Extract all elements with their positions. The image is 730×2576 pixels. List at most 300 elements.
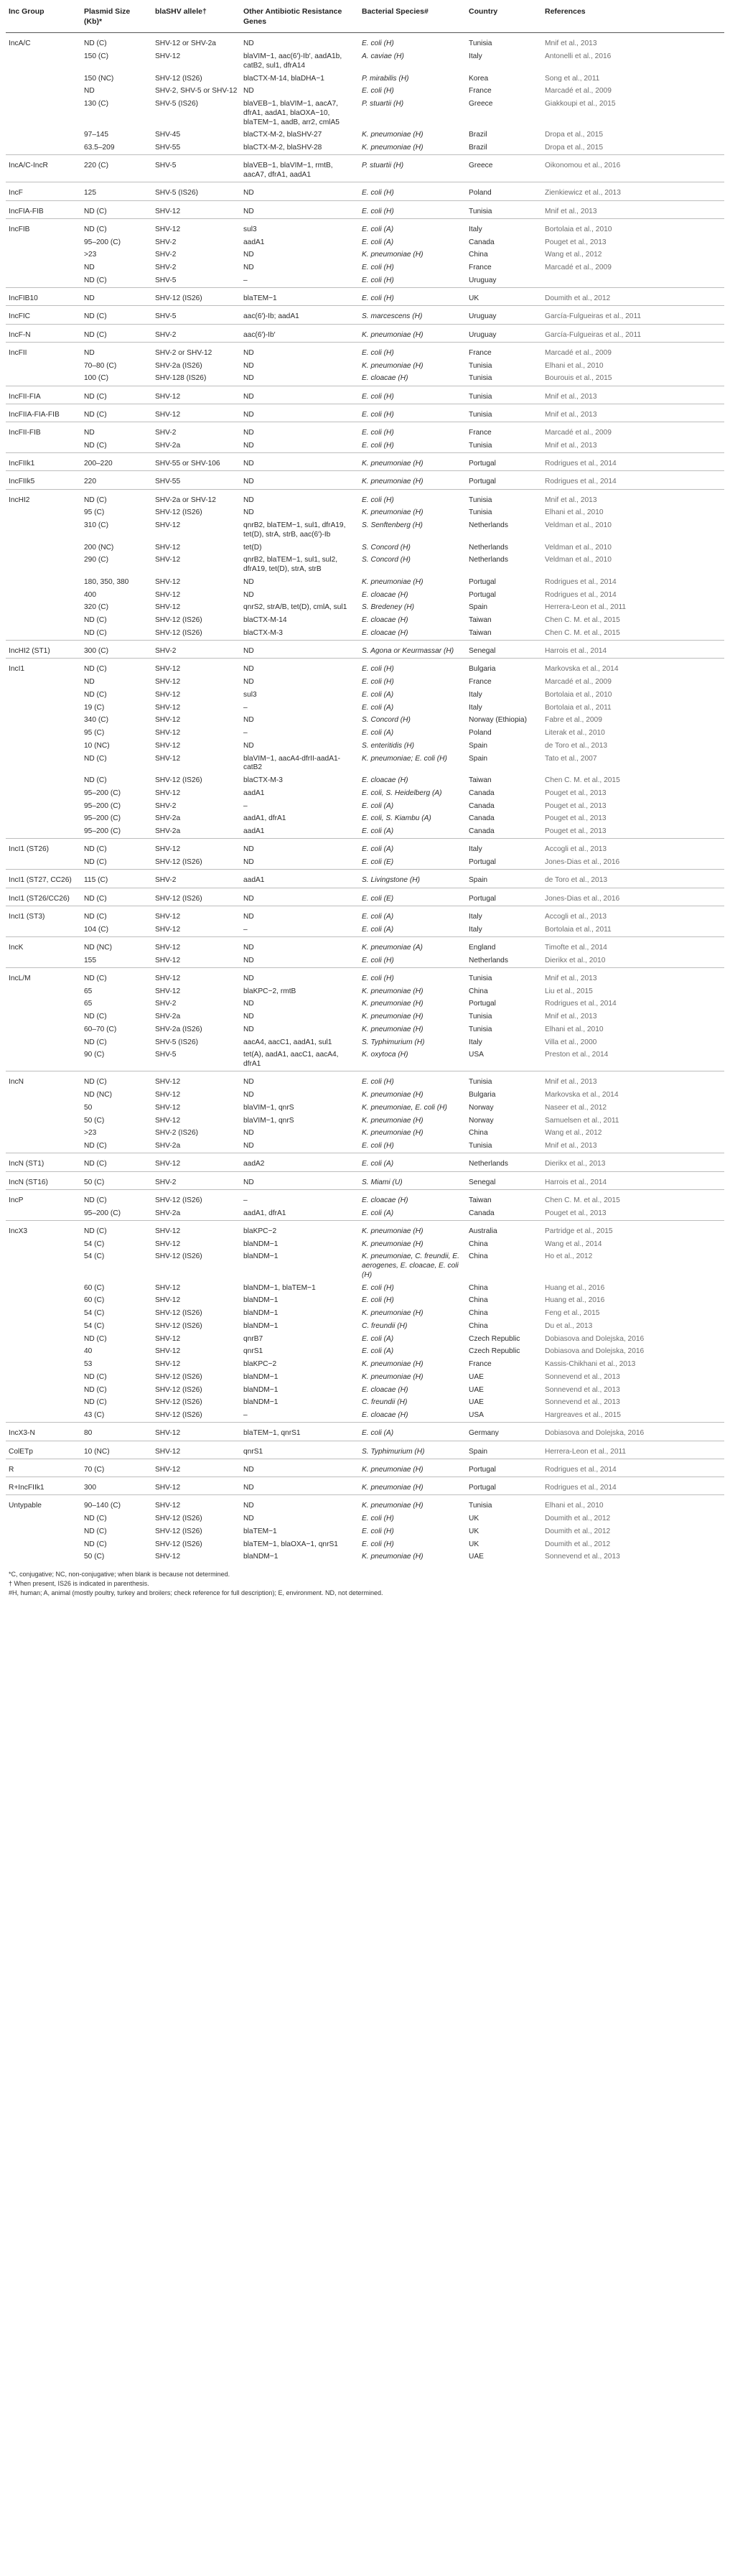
cell-other-genes: blaKPC−2 <box>243 1360 277 1369</box>
cell-inc-group <box>6 1023 81 1036</box>
cell-reference: Ho et al., 2012 <box>545 1252 593 1261</box>
table-row <box>6 1251 724 1282</box>
cell-inc-group: IncF-N <box>6 324 81 342</box>
cell-other-genes: ND <box>240 342 359 360</box>
table-row <box>6 1011 724 1024</box>
cell-reference: Mnif et al., 2013 <box>545 441 597 450</box>
cell-inc-group: IncI1 (ST3) <box>6 906 81 924</box>
table-row <box>6 1333 724 1346</box>
cell-allele: SHV-12 (IS26) <box>155 616 202 625</box>
cell-country: China <box>469 1129 488 1138</box>
cell-species: K. pneumoniae (H) <box>362 144 424 152</box>
cell-inc-group <box>6 1115 81 1127</box>
cell-other-genes: ND <box>240 1477 359 1495</box>
table-row <box>6 1189 724 1207</box>
table-row <box>6 1049 724 1071</box>
cell-country: Uruguay <box>469 276 497 284</box>
cell-other-genes: ND <box>243 361 254 370</box>
cell-allele: SHV-2 (IS26) <box>155 1129 199 1138</box>
cell-species: E. coli (H) <box>362 1527 394 1535</box>
cell-other-genes: aadA2 <box>240 1153 359 1171</box>
cell-reference: Rodrigues et al., 2014 <box>542 471 724 489</box>
cell-reference: Marcadé et al., 2009 <box>545 678 612 687</box>
cell-plasmid-size: ND (C) <box>81 906 152 924</box>
table-row <box>6 702 724 715</box>
cell-inc-group <box>6 924 81 936</box>
cell-country: Taiwan <box>466 1189 542 1207</box>
cell-plasmid-size: 54 (C) <box>84 1240 105 1248</box>
cell-country: Italy <box>466 839 542 857</box>
cell-plasmid-size: 300 (C) <box>81 641 152 659</box>
cell-other-genes: ND <box>243 1091 254 1099</box>
table-row <box>6 1071 724 1089</box>
cell-country: England <box>466 936 542 954</box>
cell-country: France <box>466 342 542 360</box>
table-row <box>6 33 724 51</box>
table-row <box>6 422 724 440</box>
table-row <box>6 453 724 471</box>
table-row <box>6 1207 724 1220</box>
cell-reference: Feng et al., 2015 <box>545 1309 600 1318</box>
cell-plasmid-size: ND (C) <box>84 1013 107 1021</box>
cell-plasmid-size: ND (C) <box>84 1515 107 1523</box>
cell-plasmid-size: 104 (C) <box>84 925 108 934</box>
cell-inc-group <box>6 576 81 589</box>
cell-country: Spain <box>469 603 488 612</box>
cell-country: USA <box>469 1051 484 1059</box>
cell-country: Tunisia <box>466 33 542 51</box>
cell-country: UAE <box>469 1372 484 1381</box>
cell-species: K. pneumoniae (H) <box>362 131 424 139</box>
cell-species: K. oxytoca (H) <box>362 1051 408 1059</box>
cell-species: E. cloacae (H) <box>362 1411 408 1420</box>
cell-inc-group: Untypable <box>6 1495 81 1513</box>
cell-reference: Mnif et al., 2013 <box>542 386 724 404</box>
cell-country: Portugal <box>469 1000 496 1008</box>
cell-reference: Bortolaia et al., 2010 <box>542 218 724 236</box>
cell-species: K. pneumoniae (H) <box>362 1000 424 1008</box>
cell-allele: SHV-12 <box>155 716 181 725</box>
footnote: † When present, IS26 is indicated in parenthesis. <box>9 1579 149 1587</box>
cell-other-genes: tet(A), aadA1, aacC1, aacA4, dfrA1 <box>243 1051 339 1069</box>
cell-reference: Giakkoupi et al., 2015 <box>545 100 616 108</box>
cell-species: S. Typhimurium (H) <box>362 1038 425 1046</box>
cell-plasmid-size: 95–200 (C) <box>84 814 121 823</box>
cell-allele: SHV-5 (IS26) <box>155 100 199 108</box>
cell-inc-group <box>6 1102 81 1115</box>
cell-inc-group <box>6 98 81 129</box>
cell-reference: Wang et al., 2014 <box>545 1240 602 1248</box>
cell-plasmid-size: ND (C) <box>81 839 152 857</box>
cell-country: Portugal <box>469 590 496 599</box>
cell-inc-group: IncFIA-FIB <box>6 200 81 218</box>
cell-other-genes: ND <box>240 641 359 659</box>
cell-inc-group: IncFIB10 <box>6 288 81 306</box>
cell-inc-group <box>6 715 81 727</box>
cell-species: E. coli (H) <box>362 276 394 284</box>
cell-plasmid-size: ND <box>81 342 152 360</box>
cell-species: E. coli (H) <box>359 967 466 985</box>
table-row <box>6 1495 724 1513</box>
table-row <box>6 274 724 287</box>
cell-other-genes: blaVIM−1, qnrS <box>243 1103 294 1112</box>
table-row <box>6 1102 724 1115</box>
table-row <box>6 507 724 520</box>
cell-other-genes: qnrS1 <box>243 1347 263 1356</box>
cell-reference: Doumith et al., 2012 <box>545 1527 611 1535</box>
cell-reference: de Toro et al., 2013 <box>545 741 608 750</box>
cell-other-genes: blaVEB−1, blaVIM−1, rmtB, aacA7, dfrA1, aadA1 <box>240 155 359 182</box>
cell-inc-group <box>6 985 81 998</box>
cell-allele: SHV-12 <box>152 1071 240 1089</box>
cell-species: E. coli (A) <box>359 1153 466 1171</box>
cell-country: Portugal <box>466 453 542 471</box>
cell-reference: Chen C. M. et al., 2015 <box>545 776 620 785</box>
cell-country: UAE <box>469 1385 484 1394</box>
table-body <box>6 33 724 1564</box>
cell-plasmid-size: ND <box>84 264 95 272</box>
cell-species: K. pneumoniae (H) <box>359 471 466 489</box>
table-row <box>6 288 724 306</box>
cell-plasmid-size: 340 (C) <box>84 716 108 725</box>
cell-allele: SHV-12 <box>155 754 181 763</box>
cell-species: E. coli (H) <box>362 1296 394 1305</box>
cell-reference: Partridge et al., 2015 <box>542 1220 724 1238</box>
cell-plasmid-size: 54 (C) <box>84 1252 105 1261</box>
cell-allele: SHV-2a <box>155 1013 181 1021</box>
cell-other-genes: ND <box>240 1495 359 1513</box>
cell-species: K. pneumoniae (H) <box>362 577 424 586</box>
cell-species: E. coli (H) <box>362 1283 394 1292</box>
cell-inc-group <box>6 1384 81 1397</box>
cell-country: China <box>469 1252 488 1261</box>
cell-allele: SHV-12 (IS26) <box>155 1540 202 1548</box>
cell-other-genes: aadA1, dfrA1 <box>243 1209 286 1217</box>
cell-plasmid-size: 95 (C) <box>84 729 105 738</box>
cell-species: E. coli (H) <box>359 489 466 507</box>
cell-plasmid-size: ND (C) <box>81 888 152 906</box>
cell-plasmid-size: ND (C) <box>84 1385 107 1394</box>
cell-other-genes: ND <box>240 182 359 200</box>
cell-allele: SHV-5 (IS26) <box>152 182 240 200</box>
cell-inc-group <box>6 998 81 1011</box>
cell-plasmid-size: 200–220 <box>81 453 152 471</box>
cell-allele: SHV-2 <box>155 1000 177 1008</box>
cell-reference: Chen C. M. et al., 2015 <box>545 628 620 637</box>
cell-reference: Pouget et al., 2013 <box>545 814 607 823</box>
table-row <box>6 1320 724 1333</box>
cell-other-genes: ND <box>240 1459 359 1477</box>
cell-other-genes: blaVIM−1, qnrS <box>243 1116 294 1125</box>
table-row <box>6 826 724 839</box>
cell-plasmid-size: ND (C) <box>81 1220 152 1238</box>
cell-reference: Bortolaia et al., 2010 <box>545 690 612 699</box>
cell-species: E. coli (A) <box>362 703 394 712</box>
table-header <box>6 0 724 33</box>
cell-species: E. coli (H) <box>359 404 466 422</box>
cell-other-genes: ND <box>243 1025 254 1033</box>
cell-species: K. pneumoniae (H) <box>362 1013 424 1021</box>
cell-country: Spain <box>466 1441 542 1459</box>
cell-species: S. Concord (H) <box>362 716 411 725</box>
cell-other-genes: ND <box>240 839 359 857</box>
cell-other-genes: blaNDM−1 <box>243 1296 279 1305</box>
cell-country: Greece <box>466 155 542 182</box>
cell-other-genes: blaCTX-M-14, blaDHA−1 <box>243 74 324 83</box>
cell-inc-group: IncN (ST1) <box>6 1153 81 1171</box>
cell-inc-group <box>6 249 81 262</box>
cell-plasmid-size: ND (C) <box>81 1071 152 1089</box>
cell-allele: SHV-12 (IS26) <box>152 1189 240 1207</box>
cell-species: S. Agona or Keurmassar (H) <box>359 641 466 659</box>
table-row <box>6 142 724 155</box>
cell-inc-group <box>6 142 81 155</box>
cell-reference: Accogli et al., 2013 <box>542 839 724 857</box>
cell-plasmid-size: 150 (C) <box>84 52 108 61</box>
cell-country: UAE <box>469 1398 484 1407</box>
cell-other-genes: blaVEB−1, blaVIM−1, aacA7, dfrA1, aadA1, blaOXA−10, blaTEM−1, aadB, arr2, cmlA5 <box>243 100 340 126</box>
cell-reference: Pouget et al., 2013 <box>545 801 607 810</box>
cell-country: Portugal <box>466 1459 542 1477</box>
cell-species: E. coli (A) <box>362 925 394 934</box>
cell-species: E. coli (H) <box>362 87 394 96</box>
cell-species: K. pneumoniae (H) <box>362 361 424 370</box>
cell-other-genes: ND <box>243 716 254 725</box>
cell-species: C. freundii (H) <box>362 1321 408 1330</box>
table-row <box>6 1525 724 1538</box>
cell-allele: SHV-12 or SHV-2a <box>152 33 240 51</box>
cell-reference: Song et al., 2011 <box>545 74 600 83</box>
cell-other-genes: blaNDM−1 <box>243 1252 279 1261</box>
cell-inc-group <box>6 1282 81 1295</box>
cell-plasmid-size: ND (C) <box>84 1398 107 1407</box>
cell-reference: Markovska et al., 2014 <box>545 1091 619 1099</box>
cell-other-genes: ND <box>243 741 254 750</box>
table-row <box>6 129 724 142</box>
cell-other-genes: ND <box>243 1129 254 1138</box>
cell-plasmid-size: 50 <box>84 1103 93 1112</box>
cell-allele: SHV-12 (IS26) <box>155 1372 202 1381</box>
cell-allele: SHV-12 <box>155 1103 181 1112</box>
cell-plasmid-size: 19 (C) <box>84 703 105 712</box>
cell-plasmid-size: ND (C) <box>81 324 152 342</box>
cell-species: K. pneumoniae (H) <box>362 1116 424 1125</box>
cell-species: E. coli (H) <box>359 182 466 200</box>
cell-allele: SHV-12 (IS26) <box>155 1515 202 1523</box>
cell-plasmid-size: 65 <box>84 1000 93 1008</box>
table-row <box>6 1036 724 1049</box>
cell-allele: SHV-12 <box>155 1296 181 1305</box>
cell-plasmid-size: ND (C) <box>84 1372 107 1381</box>
cell-allele: SHV-12 <box>152 1459 240 1477</box>
cell-reference: Harrois et al., 2014 <box>542 1171 724 1189</box>
cell-inc-group <box>6 1346 81 1359</box>
cell-reference: Veldman et al., 2010 <box>545 556 612 564</box>
table-row <box>6 541 724 554</box>
cell-country: Italy <box>469 925 482 934</box>
cell-species: K. pneumoniae (A) <box>359 936 466 954</box>
cell-reference: Jones-Dias et al., 2016 <box>545 858 620 867</box>
cell-plasmid-size: 50 (C) <box>84 1116 105 1125</box>
cell-other-genes: – <box>243 925 248 934</box>
table-row <box>6 1346 724 1359</box>
cell-species: E. coli (E) <box>359 888 466 906</box>
cell-species: P. mirabilis (H) <box>362 74 409 83</box>
cell-country: Tunisia <box>469 1013 492 1021</box>
cell-reference: Mnif et al., 2013 <box>542 489 724 507</box>
cell-plasmid-size: 70 (C) <box>81 1459 152 1477</box>
table-row <box>6 676 724 689</box>
cell-plasmid-size: 220 (C) <box>81 155 152 182</box>
cell-plasmid-size: 320 (C) <box>84 603 108 612</box>
cell-inc-group <box>6 787 81 800</box>
cell-inc-group: IncA/C-IncR <box>6 155 81 182</box>
cell-other-genes: blaTEM−1, qnrS1 <box>240 1423 359 1441</box>
cell-inc-group <box>6 1238 81 1251</box>
cell-reference: Wang et al., 2012 <box>545 1129 602 1138</box>
cell-other-genes: tet(D) <box>243 543 262 552</box>
cell-species: K. pneumoniae (H) <box>362 1372 424 1381</box>
cell-plasmid-size: 40 <box>84 1347 93 1356</box>
cell-plasmid-size: ND (C) <box>84 1142 107 1150</box>
cell-plasmid-size: 310 (C) <box>84 521 108 530</box>
table-row <box>6 800 724 813</box>
cell-country: Bulgaria <box>469 1091 496 1099</box>
cell-species: E. coli (H) <box>362 1540 394 1548</box>
cell-reference: Literak et al., 2010 <box>545 729 605 738</box>
cell-reference: Huang et al., 2016 <box>545 1296 605 1305</box>
cell-reference: Dierikx et al., 2010 <box>545 956 606 964</box>
cell-plasmid-size: ND (C) <box>84 754 107 763</box>
cell-country: Brazil <box>469 144 487 152</box>
cell-other-genes: blaKPC−2 <box>240 1220 359 1238</box>
cell-reference: Marcadé et al., 2009 <box>545 87 612 96</box>
cell-country: Czech Republic <box>469 1334 520 1343</box>
table-row <box>6 641 724 659</box>
cell-other-genes: ND <box>240 453 359 471</box>
cell-reference: Dobiasova and Dolejska, 2016 <box>542 1423 724 1441</box>
cell-species: E. coli (H) <box>359 33 466 51</box>
cell-plasmid-size: 115 (C) <box>81 870 152 888</box>
cell-inc-group: IncFIB <box>6 218 81 236</box>
cell-country: Spain <box>466 870 542 888</box>
cell-inc-group <box>6 1251 81 1282</box>
cell-reference: Elhani et al., 2010 <box>545 508 604 517</box>
cell-species: E. cloacae (H) <box>362 590 408 599</box>
cell-allele: SHV-2a (IS26) <box>155 1025 202 1033</box>
cell-species: E. coli, S. Kiambu (A) <box>362 814 431 823</box>
cell-reference: Liu et al., 2015 <box>545 987 593 995</box>
cell-inc-group <box>6 274 81 287</box>
cell-reference: Mnif et al., 2013 <box>542 33 724 51</box>
cell-other-genes: ND <box>243 251 254 259</box>
cell-allele: SHV-12 <box>152 1220 240 1238</box>
cell-allele: SHV-2 <box>152 1171 240 1189</box>
cell-plasmid-size: 70–80 (C) <box>84 361 117 370</box>
cell-country: Poland <box>469 729 492 738</box>
cell-allele: SHV-12 <box>152 200 240 218</box>
cell-other-genes: ND <box>243 577 254 586</box>
cell-allele: SHV-45 <box>155 131 181 139</box>
cell-other-genes: blaCTX-M-2, blaSHV-27 <box>243 131 322 139</box>
cell-country: Canada <box>469 1209 495 1217</box>
cell-species: E. coli (A) <box>362 690 394 699</box>
cell-inc-group <box>6 554 81 577</box>
cell-reference: Marcadé et al., 2009 <box>542 422 724 440</box>
cell-country: Norway <box>469 1116 494 1125</box>
cell-other-genes: blaVIM−1, aacA4-dfrII-aadA1-catB2 <box>243 754 341 772</box>
cell-inc-group <box>6 1320 81 1333</box>
cell-reference: Mnif et al., 2013 <box>545 1142 597 1150</box>
cell-plasmid-size: ND (C) <box>84 441 107 450</box>
cell-plasmid-size: 290 (C) <box>84 556 108 564</box>
cell-country: Canada <box>469 827 495 836</box>
cell-inc-group <box>6 1207 81 1220</box>
cell-allele: SHV-12 <box>152 1423 240 1441</box>
cell-other-genes: blaNDM−1 <box>243 1321 279 1330</box>
cell-other-genes: qnrB2, blaTEM−1, sul1, dfrA19, tet(D), strA, strB, aac(6′)-Ib <box>243 521 346 539</box>
cell-plasmid-size: ND <box>81 422 152 440</box>
cell-allele: SHV-12 (IS26) <box>155 776 202 785</box>
cell-reference: Harrois et al., 2014 <box>542 641 724 659</box>
cell-species: E. coli (A) <box>362 1347 394 1356</box>
cell-country: UAE <box>469 1553 484 1561</box>
cell-country: Czech Republic <box>469 1347 520 1356</box>
cell-other-genes: ND <box>243 678 254 687</box>
cell-inc-group: IncA/C <box>6 33 81 51</box>
cell-inc-group <box>6 1551 81 1564</box>
cell-other-genes: ND <box>240 888 359 906</box>
cell-species: S. Livingstone (H) <box>359 870 466 888</box>
cell-other-genes: blaTEM−1 <box>240 288 359 306</box>
cell-allele: SHV-12 (IS26) <box>155 1321 202 1330</box>
cell-plasmid-size: 95–200 (C) <box>84 789 121 797</box>
cell-other-genes: ND <box>243 1000 254 1008</box>
cell-other-genes: ND <box>240 967 359 985</box>
cell-inc-group <box>6 1011 81 1024</box>
cell-inc-group <box>6 360 81 373</box>
header-other-genes: Other Antibiotic Resistance Genes <box>240 0 359 33</box>
table-row <box>6 715 724 727</box>
cell-allele: SHV-2 <box>155 251 177 259</box>
cell-species: E. cloacae (H) <box>362 1385 408 1394</box>
table-row <box>6 73 724 85</box>
cell-other-genes: blaNDM−1, blaTEM−1 <box>243 1283 316 1292</box>
cell-species: E. cloacae (H) <box>362 374 408 383</box>
cell-other-genes: blaNDM−1 <box>243 1398 279 1407</box>
cell-inc-group <box>6 73 81 85</box>
cell-inc-group <box>6 857 81 870</box>
cell-country: USA <box>469 1411 484 1420</box>
cell-species: C. freundii (H) <box>362 1398 408 1407</box>
cell-plasmid-size: ND <box>84 87 95 96</box>
cell-species: K. pneumoniae (H) <box>359 324 466 342</box>
cell-inc-group: IncFIC <box>6 306 81 324</box>
cell-allele: SHV-12 <box>155 521 181 530</box>
cell-country: Greece <box>469 100 493 108</box>
header-allele: blaSHV allele† <box>152 0 240 33</box>
cell-allele: SHV-12 (IS26) <box>155 1252 202 1261</box>
cell-other-genes: blaTEM−1, blaOXA−1, qnrS1 <box>243 1540 338 1548</box>
cell-allele: SHV-12 <box>155 678 181 687</box>
cell-other-genes: blaNDM−1 <box>243 1309 279 1318</box>
cell-allele: SHV-12 (IS26) <box>155 1398 202 1407</box>
cell-plasmid-size: 97–145 <box>84 131 108 139</box>
cell-species: E. coli (H) <box>362 264 394 272</box>
cell-country: France <box>466 422 542 440</box>
table-row <box>6 967 724 985</box>
cell-reference: Oikonomou et al., 2016 <box>542 155 724 182</box>
